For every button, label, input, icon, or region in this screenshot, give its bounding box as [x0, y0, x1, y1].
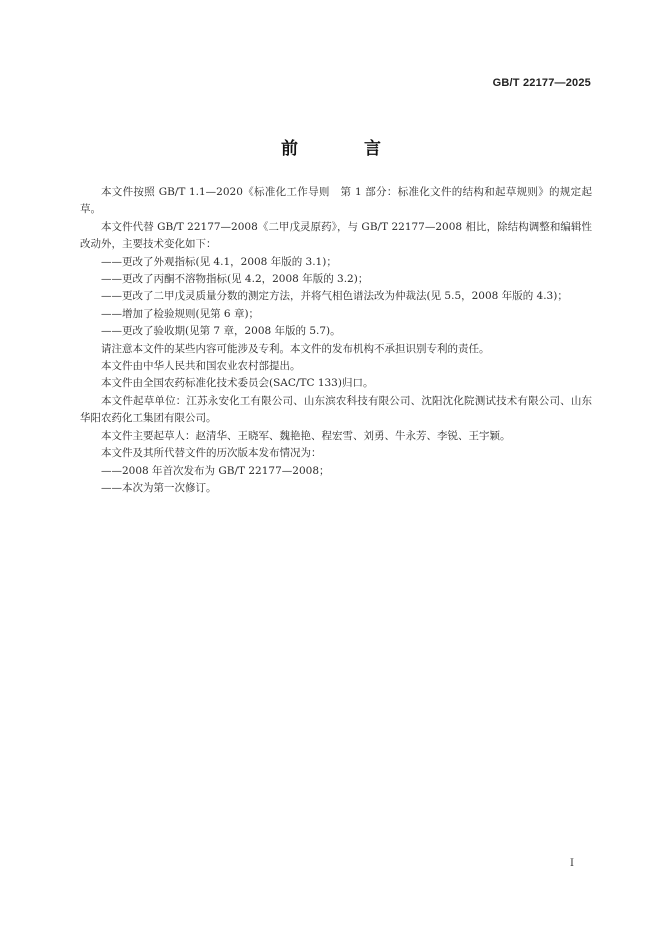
proposer-paragraph: 本文件由中华人民共和国农业农村部提出。 — [101, 360, 301, 373]
change-item: ——增加了检验规则(见第 6 章)； — [101, 307, 260, 320]
change-item: ——更改了验收期(见第 7 章，2008 年版的 5.7)。 — [101, 325, 341, 338]
change-item: ——更改了外观指标(见 4.1，2008 年版的 3.1)； — [101, 255, 337, 268]
drafting-rule-paragraph: 本文件按照 GB/T 1.1—2020《标准化工作导则 第 1 部分：标准化文件的结构和起草规则》的规定起草。 — [80, 186, 592, 216]
drafters-paragraph: 本文件主要起草人：赵清华、王晓军、魏艳艳、程宏雪、刘勇、牛永芳、李锐、王宇颖。 — [101, 429, 511, 442]
foreword-body — [80, 184, 592, 497]
change-item: ——更改了二甲戊灵质量分数的测定方法，并将气相色谱法改为仲裁法(见 5.5，2008 年版的 4.3)； — [101, 290, 568, 303]
history-item: ——本次为第一次修订。 — [101, 481, 217, 494]
drafting-units-paragraph: 本文件起草单位：江苏永安化工有限公司、山东滨农科技有限公司、沈阳沈化院测试技术有限公司、山东华阳农药化工集团有限公司。 — [80, 394, 592, 425]
standard-code: GB/T 22177—2025 — [492, 77, 591, 89]
committee-paragraph: 本文件由全国农药标准化技术委员会(SAC/TC 133)归口。 — [101, 377, 374, 390]
replacement-paragraph: 本文件代替 GB/T 22177—2008《二甲戊灵原药》，与 GB/T 22177—2008 相比，除结构调整和编辑性改动外，主要技术变化如下： — [80, 220, 592, 251]
history-item: ——2008 年首次发布为 GB/T 22177—2008； — [101, 464, 330, 477]
page-number: I — [570, 858, 574, 869]
history-intro-paragraph: 本文件及其所代替文件的历次版本发布情况为： — [101, 447, 322, 460]
page-title: 前 言 — [281, 139, 411, 159]
patent-notice: 请注意本文件的某些内容可能涉及专利。本文件的发布机构不承担识别专利的责任。 — [101, 342, 490, 355]
change-item: ——更改了丙酮不溶物指标(见 4.2，2008 年版的 3.2)； — [101, 273, 369, 286]
